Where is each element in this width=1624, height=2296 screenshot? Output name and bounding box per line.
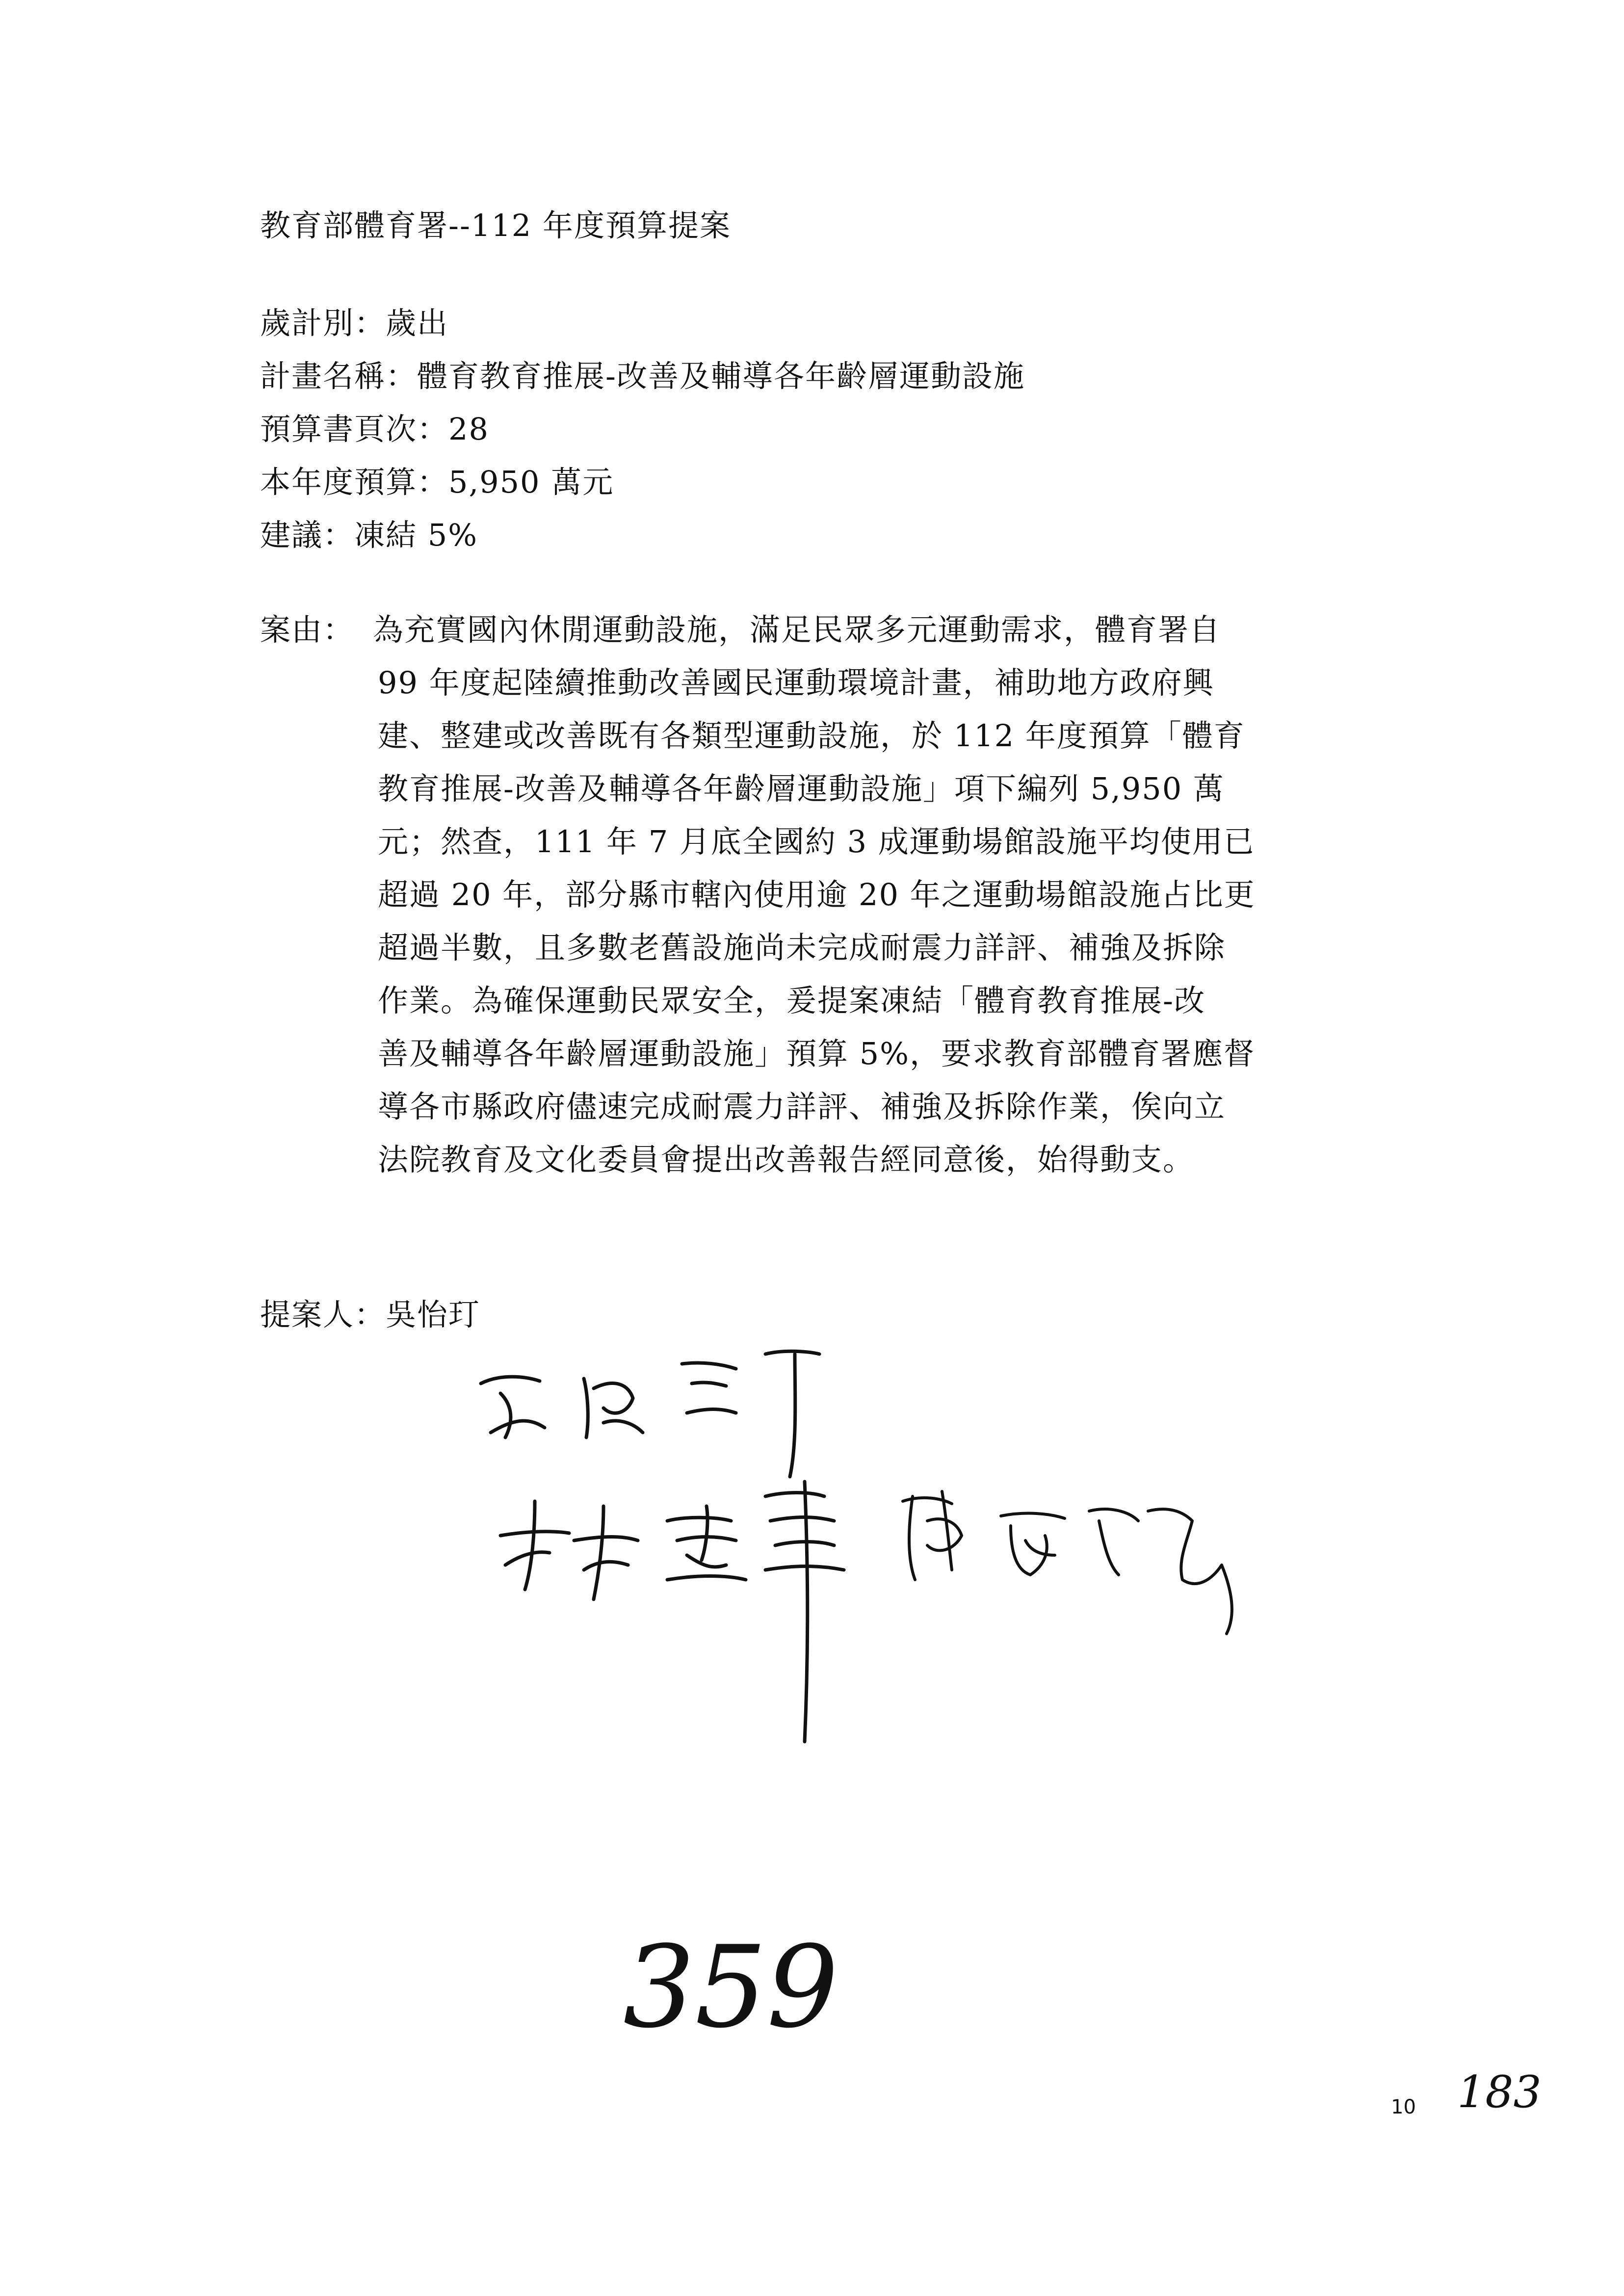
reason-label: 案由： <box>260 612 355 648</box>
meta-plan-name: 計畫名稱：體育教育推展-改善及輔導各年齡層運動設施 <box>260 358 1025 394</box>
handwritten-signatures <box>471 1334 1315 1751</box>
reason-line: 善及輔導各年齡層運動設施」預算 5%，要求教育部體育署應督 <box>378 1036 1256 1071</box>
corner-number-text: 183 <box>1457 2066 1542 2118</box>
reason-line: 超過 20 年，部分縣市轄內使用逾 20 年之運動場館設施占比更 <box>378 877 1256 913</box>
corner-number <box>1457 2061 1545 2124</box>
reason-line: 法院教育及文化委員會提出改善報告經同意後，始得動支。 <box>378 1142 1195 1177</box>
reason-line: 元；然查，111 年 7 月底全國約 3 成運動場館設施平均使用已 <box>378 824 1255 860</box>
reason-line: 導各市縣政府儘速完成耐震力詳評、補強及拆除作業，俟向立 <box>378 1089 1226 1124</box>
proposer-line: 提案人：吳怡玎 <box>260 1297 480 1332</box>
handwritten-number-text: 359 <box>623 1922 838 2053</box>
signature-2 <box>500 1482 844 1742</box>
reason-line: 超過半數，且多數老舊設施尚未完成耐震力詳評、補強及拆除 <box>378 930 1226 965</box>
reason-line: 建、整建或改善既有各類型運動設施，於 112 年度預算「體育 <box>378 718 1245 754</box>
reason-line: 作業。為確保運動民眾安全，爰提案凍結「體育教育推展-改 <box>378 983 1205 1018</box>
handwritten-number <box>613 1913 868 2119</box>
meta-budget-page: 預算書頁次：28 <box>260 411 489 447</box>
meta-recommendation: 建議：凍結 5% <box>260 517 478 553</box>
reason-line: 99 年度起陸續推動改善國民運動環境計畫，補助地方政府興 <box>378 665 1214 701</box>
meta-budget-category: 歲計別：歲出 <box>260 305 449 341</box>
reason-line: 教育推展-改善及輔導各年齡層運動設施」項下編列 5,950 萬 <box>378 771 1225 807</box>
signature-3 <box>903 1491 1232 1634</box>
meta-annual-budget: 本年度預算：5,950 萬元 <box>260 464 614 500</box>
document-title: 教育部體育署--112 年度預算提案 <box>260 208 731 243</box>
reason-body <box>378 656 1398 1186</box>
signature-1 <box>481 1351 819 1477</box>
budget-meta <box>260 297 1025 562</box>
reason-first-line: 為充實國內休閒運動設施，滿足民眾多元運動需求，體育署自 <box>373 612 1221 648</box>
page-number: 10 <box>1391 2096 1416 2118</box>
